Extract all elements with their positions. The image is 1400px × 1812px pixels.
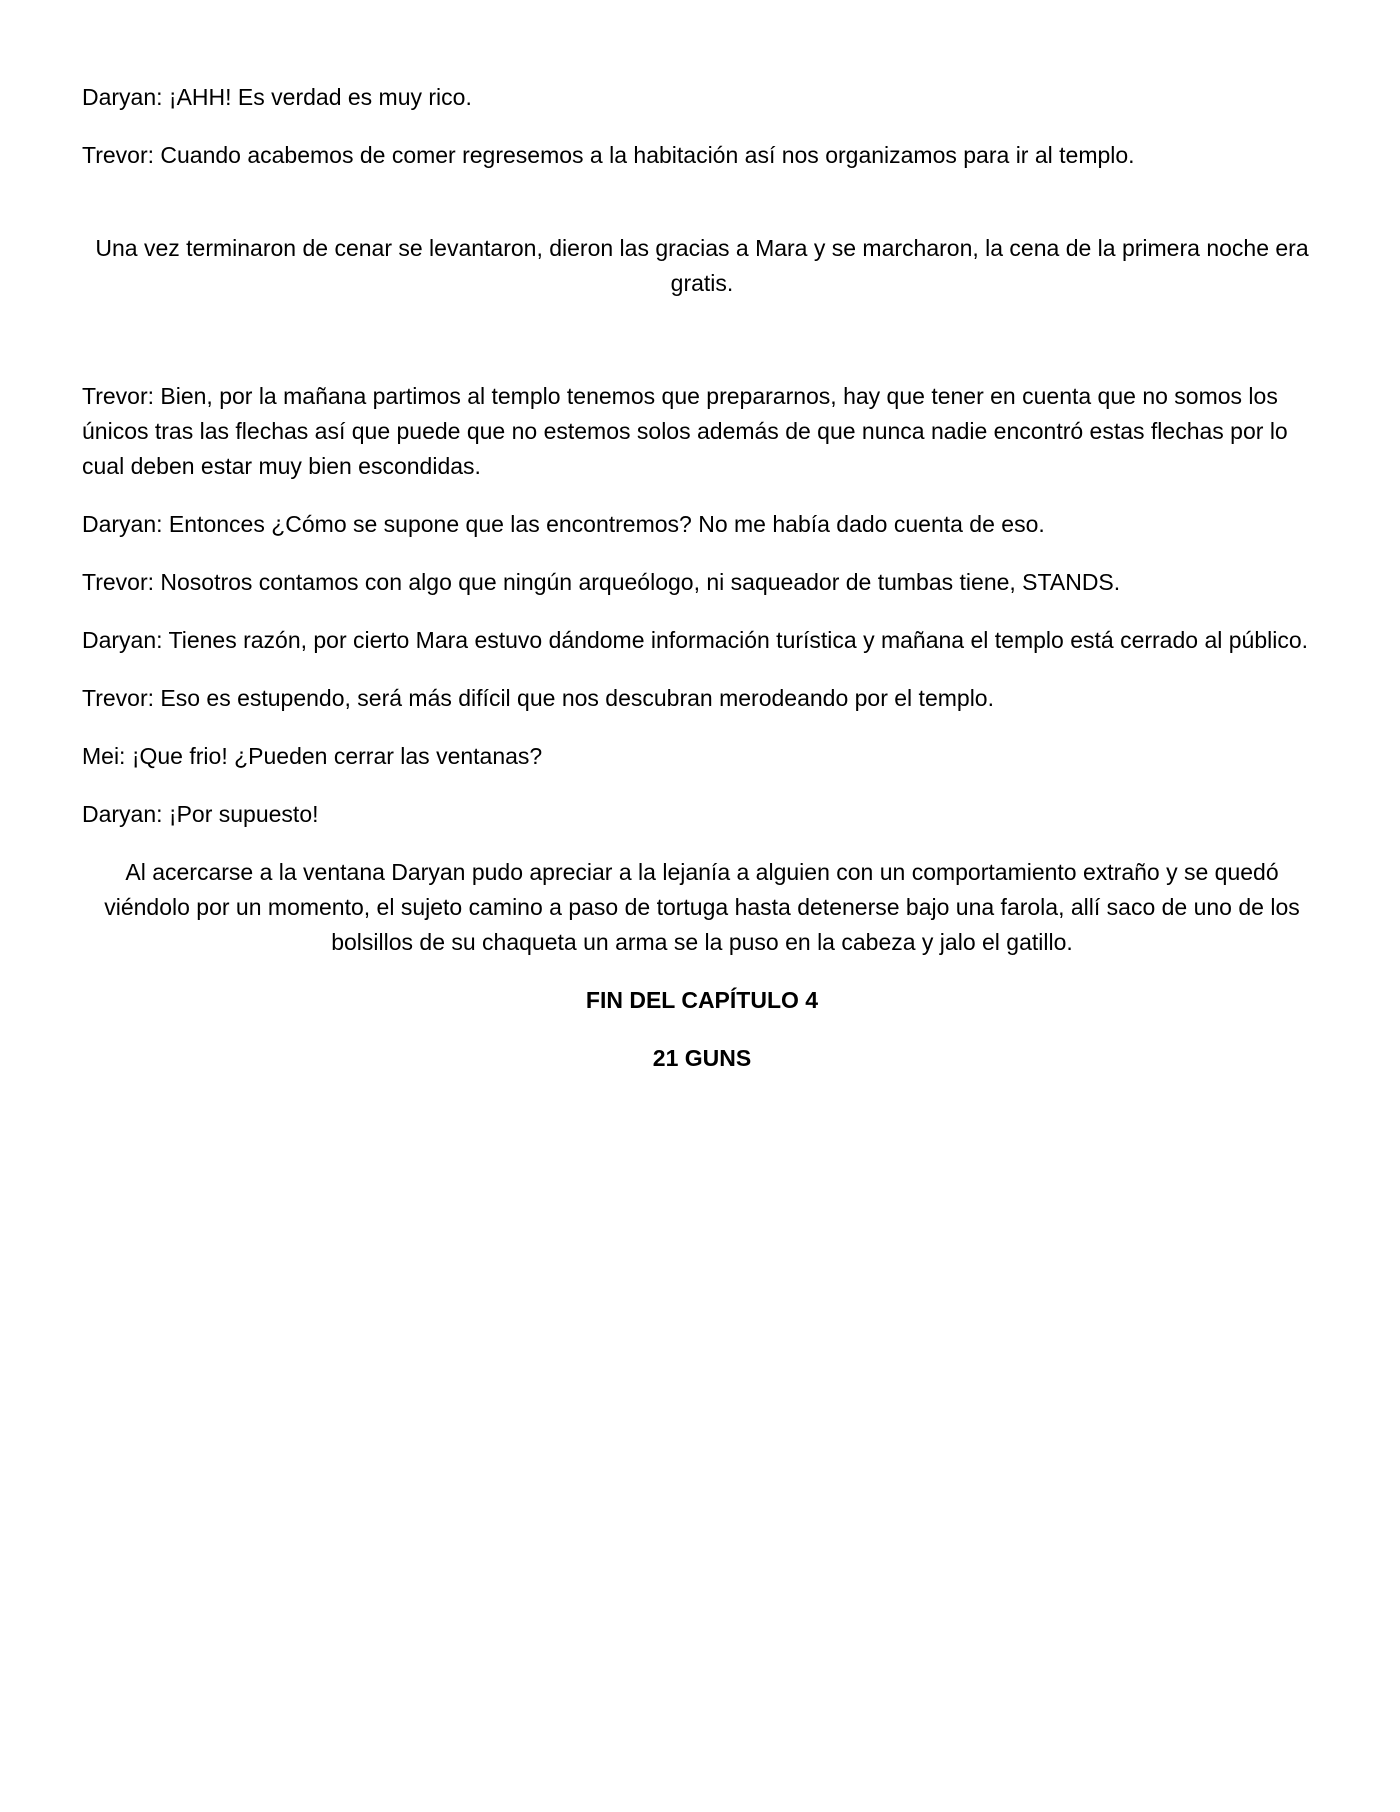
dialogue-line: Trevor: Nosotros contamos con algo que ningún arqueólogo, ni saqueador de tumbas tiene, STANDS. <box>82 569 1121 595</box>
next-chapter-title: 21 GUNS <box>652 1045 752 1071</box>
narration-paragraph: Una vez terminaron de cenar se levantaron, dieron las gracias a Mara y se marcharon, la cena de la primera noche era gratis. <box>95 235 1309 296</box>
dialogue-line: Daryan: Entonces ¿Cómo se supone que las encontremos? No me había dado cuenta de eso. <box>82 511 1045 537</box>
narration-paragraph: Al acercarse a la ventana Daryan pudo apreciar a la lejanía a alguien con un comportamiento extraño y se quedó viéndolo por un momento, el sujeto camino a paso de tortuga hasta detenerse bajo una farola, allí saco de uno de los bolsillos de su chaqueta un arma se la puso en la cabeza y jalo el gatillo. <box>104 859 1300 955</box>
chapter-end-heading: FIN DEL CAPÍTULO 4 <box>585 987 819 1013</box>
dialogue-line: Mei: ¡Que frio! ¿Pueden cerrar las ventanas? <box>82 743 543 769</box>
dialogue-line: Daryan: ¡Por supuesto! <box>82 801 319 827</box>
dialogue-line: Daryan: ¡AHH! Es verdad es muy rico. <box>82 84 472 110</box>
dialogue-line: Trevor: Eso es estupendo, será más difícil que nos descubran merodeando por el templo. <box>82 685 994 711</box>
document-page <box>82 80 1322 1099</box>
dialogue-line: Trevor: Cuando acabemos de comer regresemos a la habitación así nos organizamos para ir al templo. <box>82 142 1135 168</box>
dialogue-line: Daryan: Tienes razón, por cierto Mara estuvo dándome información turística y mañana el templo está cerrado al público. <box>82 627 1309 653</box>
dialogue-line: Trevor: Bien, por la mañana partimos al templo tenemos que prepararnos, hay que tener en cuenta que no somos los únicos tras las flechas así que puede que no estemos solos además de que nunca nadie encontró estas flechas por lo cual deben estar muy bien escondidas. <box>82 383 1288 479</box>
